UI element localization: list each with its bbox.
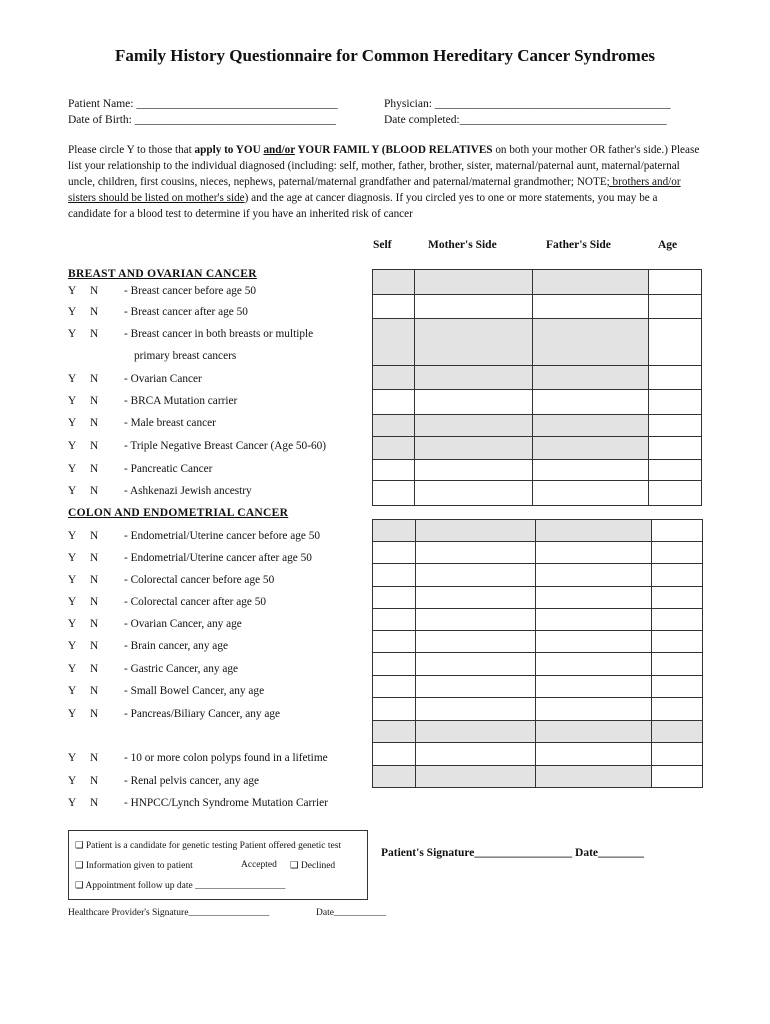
fathers-side-cell[interactable] [533,460,649,481]
no-option[interactable]: N [90,552,99,564]
no-option[interactable]: N [90,708,99,720]
yes-option[interactable]: Y [68,640,77,652]
colon-answer-grid [372,519,703,788]
item-label: - Male breast cancer [124,417,216,429]
yes-option[interactable]: Y [68,285,77,297]
mothers-side-cell[interactable] [416,743,536,766]
yes-option[interactable]: Y [68,775,77,787]
candidate-checkbox-line[interactable]: ❑ Patient is a candidate for genetic testing Patient offered genetic test [75,841,342,851]
fathers-side-cell[interactable] [536,743,652,766]
no-option[interactable]: N [90,530,99,542]
fathers-side-cell[interactable] [536,766,652,788]
mothers-side-cell[interactable] [416,542,536,564]
mothers-side-cell[interactable] [416,631,536,653]
age-cell[interactable] [649,460,702,481]
self-cell[interactable] [373,270,415,295]
mothers-side-cell[interactable] [415,437,533,460]
self-cell[interactable] [373,520,416,542]
item-label: - Breast cancer in both breasts or multiple [124,328,314,340]
age-cell[interactable] [649,415,702,437]
self-cell[interactable] [373,366,415,390]
age-cell[interactable] [649,481,702,506]
column-header-age: Age [658,239,678,251]
yes-option[interactable]: Y [68,485,77,497]
yes-option[interactable]: Y [68,417,77,429]
mothers-side-cell[interactable] [416,609,536,631]
yes-option[interactable]: Y [68,373,77,385]
age-cell[interactable] [652,520,703,542]
no-option[interactable]: N [90,685,99,697]
mothers-side-cell[interactable] [415,415,533,437]
yes-option[interactable]: Y [68,752,77,764]
fathers-side-cell[interactable] [536,609,652,631]
mothers-side-cell[interactable] [416,587,536,609]
no-option[interactable]: N [90,574,99,586]
self-cell[interactable] [373,698,416,721]
self-cell[interactable] [373,743,416,766]
mothers-side-cell[interactable] [416,721,536,743]
age-cell[interactable] [652,743,703,766]
mothers-side-cell[interactable] [416,676,536,698]
date-of-birth-field[interactable]: Date of Birth: ___________________________________ [68,114,336,126]
fathers-side-cell[interactable] [536,721,652,743]
item-label: - Breast cancer before age 50 [124,285,257,297]
yes-option[interactable]: Y [68,440,77,452]
mothers-side-cell[interactable] [415,390,533,415]
no-option[interactable]: N [90,775,99,787]
no-option[interactable]: N [90,395,99,407]
no-option[interactable]: N [90,640,99,652]
colon-endometrial-heading: COLON AND ENDOMETRIAL CANCER [68,507,289,519]
no-option[interactable]: N [90,463,99,475]
yes-option[interactable]: Y [68,708,77,720]
self-cell[interactable] [373,390,415,415]
information-given-checkbox[interactable]: ❑ Information given to patient [75,861,193,871]
office-use-box [68,830,368,900]
yes-option[interactable]: Y [68,463,77,475]
yes-option[interactable]: Y [68,797,77,809]
item-label: - Colorectal cancer after age 50 [124,596,267,608]
column-header-self: Self [373,239,392,251]
date-completed-field[interactable]: Date completed:____________________________________ [384,114,667,126]
declined-checkbox[interactable]: ❑ Declined [290,861,336,871]
item-label: - HNPCC/Lynch Syndrome Mutation Carrier [124,797,328,809]
no-option[interactable]: N [90,752,99,764]
age-cell[interactable] [652,631,703,653]
breast-ovarian-heading: BREAST AND OVARIAN CANCER [68,268,257,280]
mothers-side-cell[interactable] [415,319,533,366]
no-option[interactable]: N [90,417,99,429]
mothers-side-cell[interactable] [415,460,533,481]
item-label: - Endometrial/Uterine cancer before age 50 [124,530,321,542]
no-option[interactable]: N [90,373,99,385]
age-cell[interactable] [649,366,702,390]
mothers-side-cell[interactable] [415,295,533,319]
appointment-followup-checkbox[interactable]: ❑ Appointment follow up date ___________________ [75,881,286,891]
mothers-side-cell[interactable] [415,366,533,390]
yes-option[interactable]: Y [68,685,77,697]
no-option[interactable]: N [90,440,99,452]
age-cell[interactable] [652,698,703,721]
yes-option[interactable]: Y [68,552,77,564]
age-cell[interactable] [652,766,703,788]
breast-answer-grid [372,269,702,506]
yes-option[interactable]: Y [68,328,77,340]
self-cell[interactable] [373,542,416,564]
no-option[interactable]: N [90,306,99,318]
age-cell[interactable] [652,676,703,698]
mothers-side-cell[interactable] [416,520,536,542]
no-option[interactable]: N [90,485,99,497]
self-cell[interactable] [373,415,415,437]
fathers-side-cell[interactable] [533,319,649,366]
yes-option[interactable]: Y [68,574,77,586]
item-label: - Renal pelvis cancer, any age [124,775,260,787]
fathers-side-cell[interactable] [533,415,649,437]
age-cell[interactable] [649,390,702,415]
item-label: - Pancreas/Biliary Cancer, any age [124,708,281,720]
yes-option[interactable]: Y [68,663,77,675]
fathers-side-cell[interactable] [533,366,649,390]
item-label: - Ovarian Cancer [124,373,202,385]
item-label: - Gastric Cancer, any age [124,663,239,675]
item-label: - Pancreatic Cancer [124,463,213,475]
item-label: - Brain cancer, any age [124,640,228,652]
item-label: - Colorectal cancer before age 50 [124,574,275,586]
column-header-fathers-side: Father's Side [546,239,611,251]
item-label: - BRCA Mutation carrier [124,395,238,407]
age-cell[interactable] [652,653,703,676]
mothers-side-cell[interactable] [415,270,533,295]
yes-option[interactable]: Y [68,530,77,542]
age-cell[interactable] [649,319,702,366]
self-cell[interactable] [373,481,415,506]
self-cell[interactable] [373,437,415,460]
age-cell[interactable] [652,564,703,587]
item-label: - Triple Negative Breast Cancer (Age 50-60) [124,440,327,452]
column-header-mothers-side: Mother's Side [428,239,497,251]
fathers-side-cell[interactable] [536,698,652,721]
self-cell[interactable] [373,564,416,587]
fathers-side-cell[interactable] [533,481,649,506]
self-cell[interactable] [373,460,415,481]
instructions: Please circle Y to those that apply to YOU and/or YOUR FAMIL Y (BLOOD RELATIVES on both your mother OR father's side.) Please list your relationship to the individual diagnosed (including: self, mother, father, brother, sister, maternal/paternal aunt, maternal/paternal uncle, children, first cousins, nieces, nephews, paternal/maternal grandfather and paternal/maternal grandmother; NOTE; brothers and/or sisters should be listed on mother's side) and the age at cancer diagnosis. If you circled yes to one or more statements, you may be a candidate for a blood test to determine if you have an inherited risk of cancer [68,144,700,220]
item-label: - Ashkenazi Jewish ancestry [124,485,252,497]
patient-signature-line[interactable]: Patient's Signature_________________ Date________ [381,847,645,859]
fathers-side-cell[interactable] [533,295,649,319]
no-option[interactable]: N [90,596,99,608]
self-cell[interactable] [373,609,416,631]
patient-name-field[interactable]: Patient Name: ___________________________________ [68,98,338,110]
age-cell[interactable] [649,295,702,319]
age-cell[interactable] [649,270,702,295]
no-option[interactable]: N [90,285,99,297]
no-option[interactable]: N [90,663,99,675]
fathers-side-cell[interactable] [536,542,652,564]
provider-signature-line[interactable]: Healthcare Provider's Signature_________________ [68,908,270,918]
mothers-side-cell[interactable] [416,698,536,721]
self-cell[interactable] [373,631,416,653]
physician-field[interactable]: Physician: _________________________________________ [384,98,671,110]
mothers-side-cell[interactable] [416,564,536,587]
fathers-side-cell[interactable] [536,631,652,653]
provider-date-line[interactable]: Date___________ [316,908,387,918]
fathers-side-cell[interactable] [536,587,652,609]
item-label: - Ovarian Cancer, any age [124,618,242,630]
self-cell[interactable] [373,766,416,788]
yes-option[interactable]: Y [68,596,77,608]
yes-option[interactable]: Y [68,395,77,407]
accepted-option[interactable]: Accepted [241,860,277,870]
self-cell[interactable] [373,676,416,698]
no-option[interactable]: N [90,797,99,809]
item-label: - Small Bowel Cancer, any age [124,685,265,697]
age-cell[interactable] [649,437,702,460]
fathers-side-cell[interactable] [533,437,649,460]
fathers-side-cell[interactable] [536,676,652,698]
mothers-side-cell[interactable] [416,653,536,676]
fathers-side-cell[interactable] [536,564,652,587]
self-cell[interactable] [373,319,415,366]
age-cell[interactable] [652,609,703,631]
age-cell[interactable] [652,542,703,564]
self-cell[interactable] [373,653,416,676]
mothers-side-cell[interactable] [416,766,536,788]
age-cell[interactable] [652,587,703,609]
page-title: Family History Questionnaire for Common Hereditary Cancer Syndromes [114,46,656,65]
item-label: - Endometrial/Uterine cancer after age 50 [124,552,312,564]
mothers-side-cell[interactable] [415,481,533,506]
no-option[interactable]: N [90,328,99,340]
self-cell[interactable] [373,721,416,743]
self-cell[interactable] [373,295,415,319]
item-label: - Breast cancer after age 50 [124,306,248,318]
fathers-side-cell[interactable] [533,390,649,415]
no-option[interactable]: N [90,618,99,630]
self-cell[interactable] [373,587,416,609]
fathers-side-cell[interactable] [533,270,649,295]
age-cell[interactable] [652,721,703,743]
yes-option[interactable]: Y [68,618,77,630]
yes-option[interactable]: Y [68,306,77,318]
fathers-side-cell[interactable] [536,520,652,542]
fathers-side-cell[interactable] [536,653,652,676]
item-label: - 10 or more colon polyps found in a lifetime [124,752,328,764]
